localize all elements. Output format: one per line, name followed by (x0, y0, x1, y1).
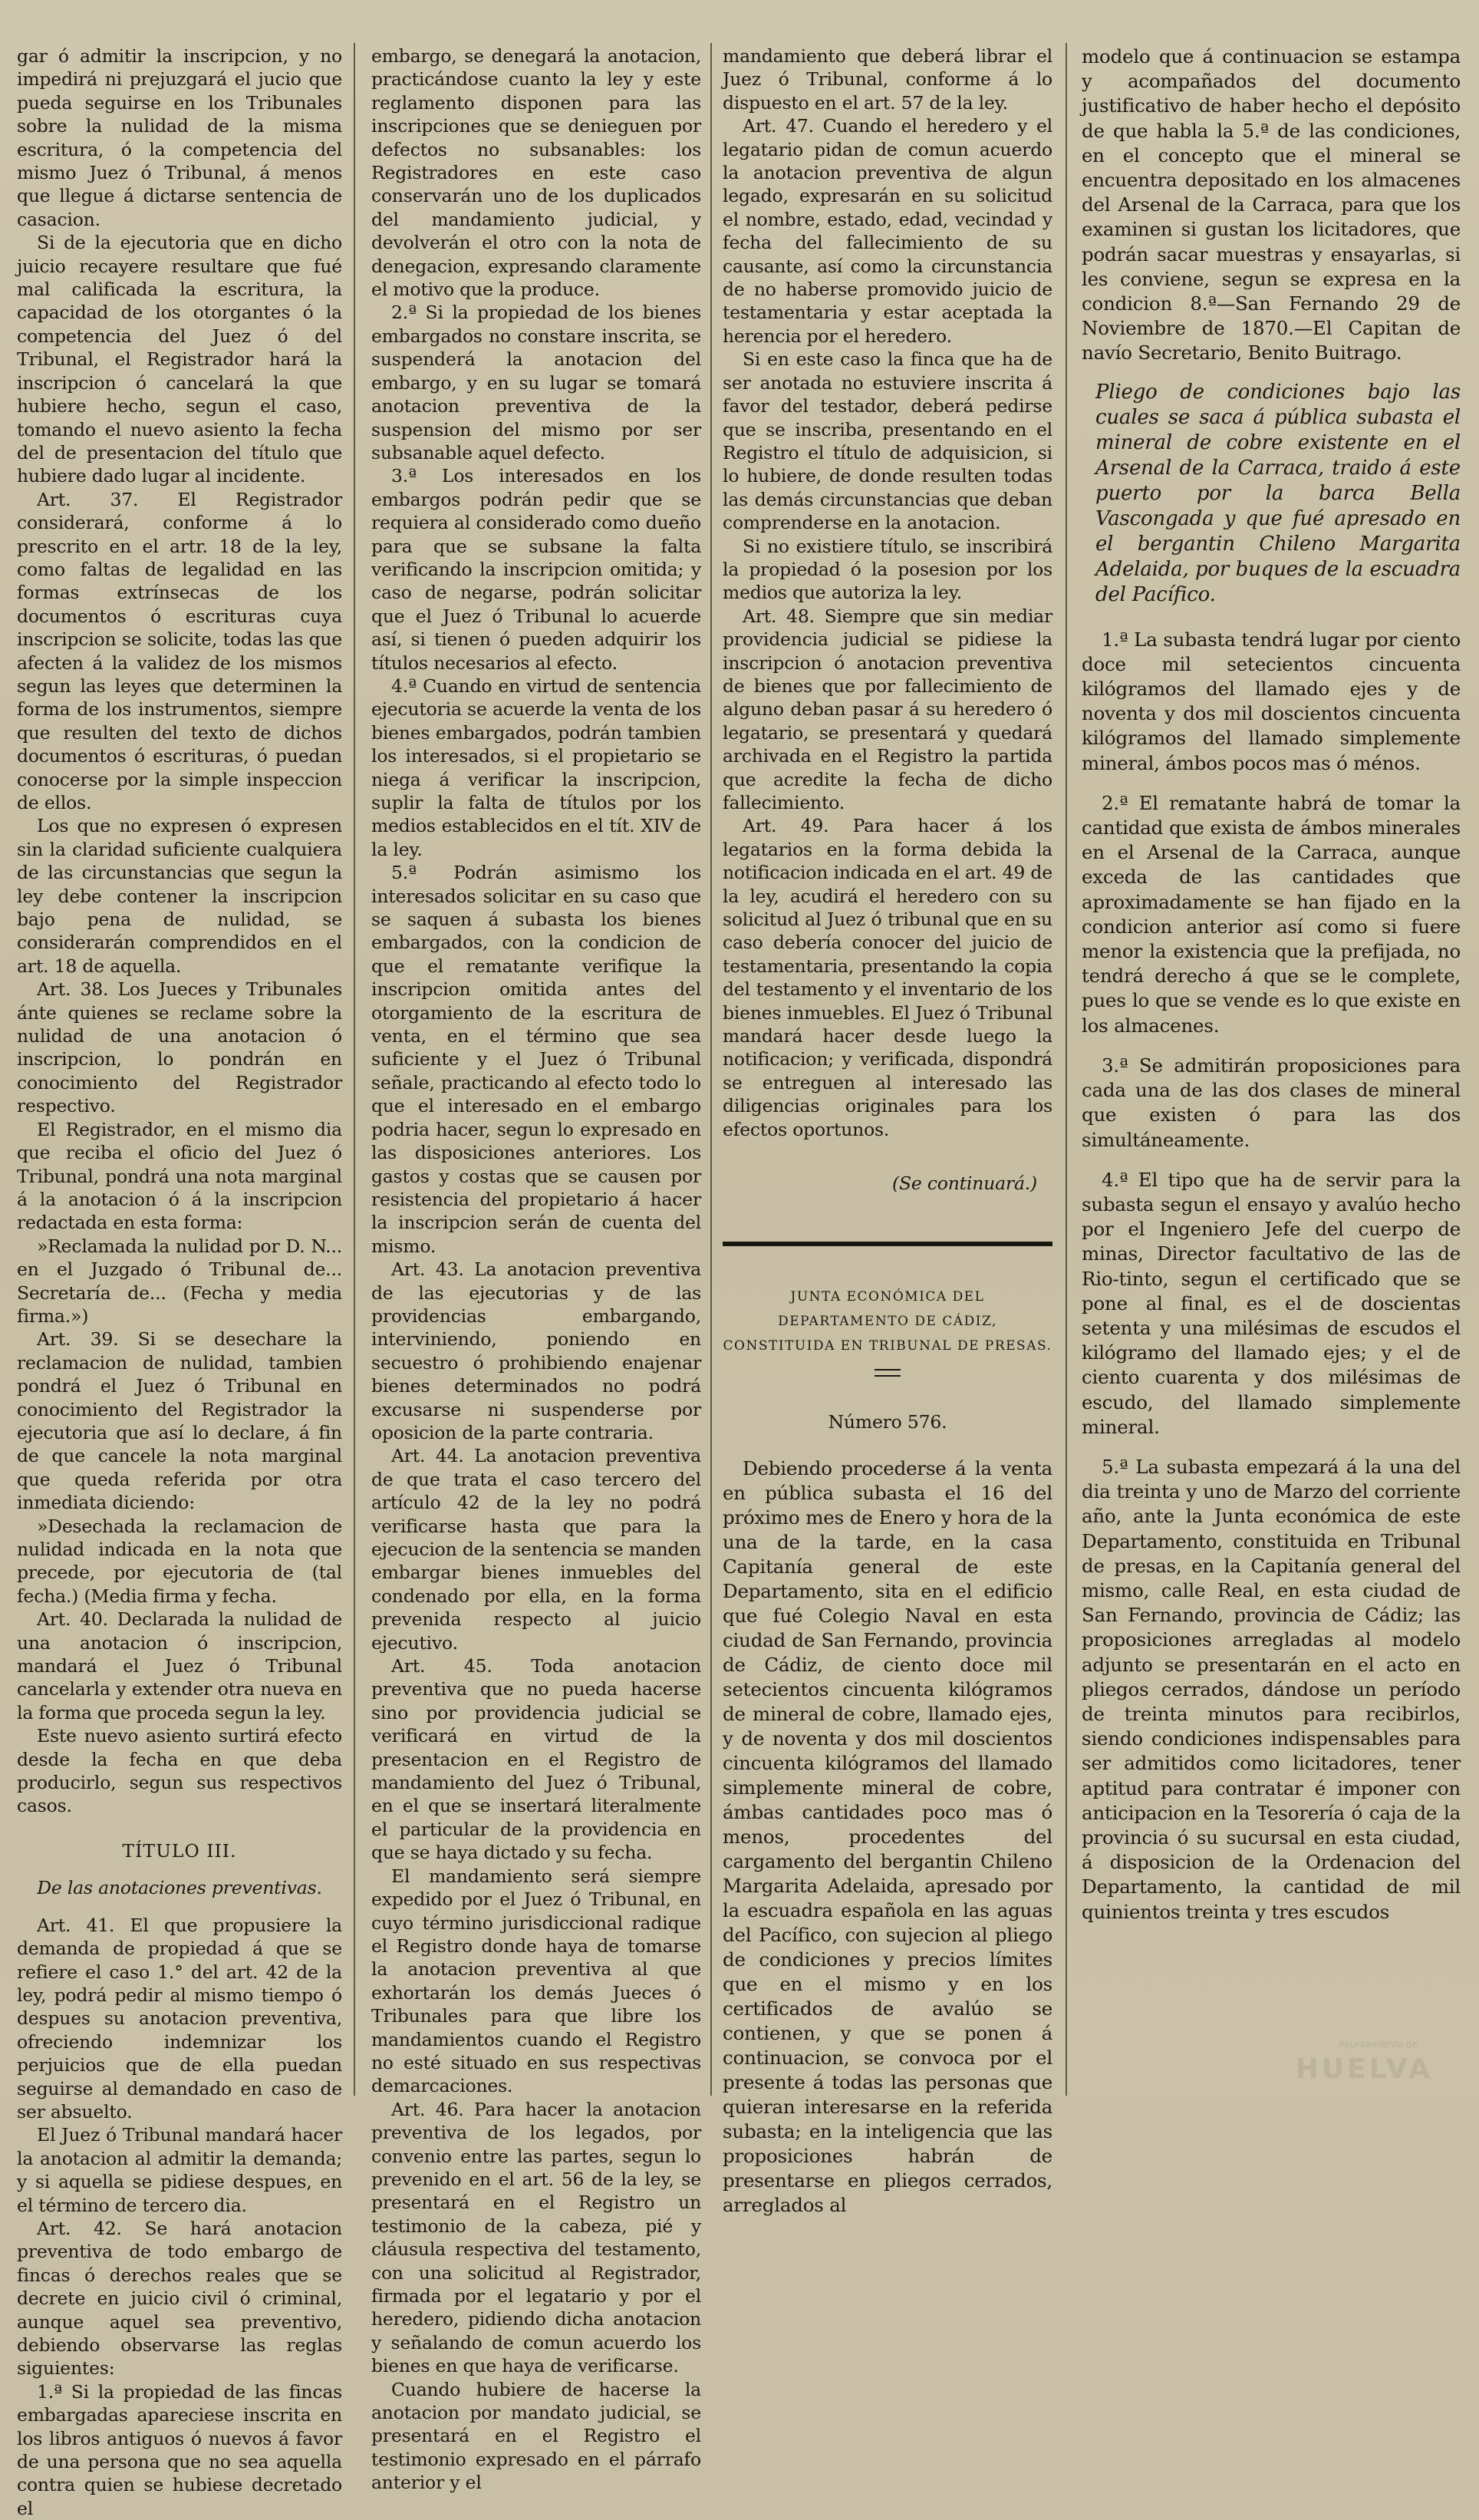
paragraph: Art. 38. Los Jueces y Tribunales ánte quienes se reclame sobre la nulidad de una anotacion ó inscripcion, lo pondrán en conocimiento del Registrador respectivo. (17, 978, 342, 1117)
paragraph: El Registrador, en el mismo dia que reciba el oficio del Juez ó Tribunal, pondrá una nota marginal á la anotacion ó á la inscripcion redactada en esta forma: (17, 1118, 342, 1234)
column-3 (723, 45, 1052, 2216)
column-1 (17, 45, 342, 2519)
paragraph: El mandamiento será siempre expedido por el Juez ó Tribunal, en cuyo término jurisdiccional radique el Registro donde haya de tomarse la anotacion preventiva al que exhortarán los demás Jueces ó Tribunales para que libre los mandamientos cuando el Registro no esté situado en sus respectivas demarcaciones. (371, 1865, 701, 2097)
paragraph: Cuando hubiere de hacerse la anotacion por mandato judicial, se presentará en el Registro el testimonio expresado en el párrafo anterior y el (371, 2378, 701, 2494)
condition-item: 2.ª El rematante habrá de tomar la cantidad que exista de ámbos minerales en el Arsenal de la Carraca, aunque exceda de las cantidades que aproximadamente se han fijado en la condicion anterior así como si fuere menor la existencia que la prefijada, no tendrá derecho á que se le complete, pues lo que se vende es lo que existe en los almacenes. (1082, 791, 1461, 1037)
paragraph: El Juez ó Tribunal mandará hacer la anotacion al admitir la demanda; y si aquella se pidiese despues, en el término de tercero dia. (17, 2124, 342, 2216)
paragraph: Art. 49. Para hacer á los legatarios en la forma debida la notificacion indicada en el art. 49 de la ley, acudirá el heredero con su solicitud al Juez ó tribunal que en su caso debería conocer del juicio de testamentaria, presentando la copia del testamento y el inventario de los bienes inmuebles. El Juez ó Tribunal mandará hacer desde luego la notificacion; y verificada, dispondrá se entreguen al interesado las diligencias originales para los efectos oportunos. (723, 815, 1052, 1140)
paragraph: gar ó admitir la inscripcion, y no impedirá ni prejuzgará el jucio que pueda seguirse en los Tribunales sobre la nulidad de la misma escritura, ó la competencia del mismo Juez ó Tribunal, á menos que llegue á dictarse sentencia de casacion. (17, 45, 342, 230)
paragraph: Art. 37. El Registrador considerará, conforme á lo prescrito en el artr. 18 de la ley, como faltas de legalidad en las formas extrínsecas de los documentos ó escrituras cuya inscripcion se solicite, todas las que afecten á la validez de los mismos segun las leyes que determinen la forma de los instrumentos, siempre que resulten del texto de dichos documentos ó escrituras, ó puedan conocerse por la simple inspeccion de ellos. (17, 488, 342, 813)
continued-note: (Se continuará.) (891, 1173, 1037, 1195)
paragraph: Si no existiere título, se inscribirá la propiedad ó la posesion por los medios que autoriza la ley. (723, 535, 1052, 604)
condition-item: 3.ª Se admitirán proposiciones para cada una de las dos clases de mineral que existen ó para las dos simultáneamente. (1082, 1054, 1461, 1151)
paragraph: Debiendo procederse á la venta en pública subasta el 16 del próximo mes de Enero y hora de la una de la tarde, en la casa Capitanía general de este Departamento, sita en el edificio que fué Colegio Naval en esta ciudad de San Fernando, provincia de Cádiz, de ciento doce mil setecientos cincuenta kilógramos de mineral de cobre, llamado ejes, y de noventa y dos mil doscientos cincuenta kilógramos del llamado simplemente mineral de cobre, ámbas cantidades poco mas ó menos, procedentes del cargamento del bergantin Chileno Margarita Adelaida, apresado por la escuadra española en las aguas del Pacífico, con sujecion al pliego de condiciones y precios límites que en el mismo y en los certificados de avalúo se contienen, y que se ponen á continuacion, se convoca por el presente á todas las personas que quieran interesarse en la referida subasta; en la inteligencia que las proposiciones habrán de presentarse en pliegos cerrados, arreglados al (723, 1456, 1052, 2216)
paragraph: 5.ª Podrán asimismo los interesados solicitar en su caso que se saquen á subasta los bienes embargados, con la condicion de que el rematante verifique la inscripcion omitida antes del otorgamiento de la escritura de venta, en el término que sea suficiente y el Juez ó Tribunal señale, practicando al efecto todo lo que el interesado en el embargo podria hacer, segun lo expresado en las disposiciones anteriores. Los gastos y costas que se causen por resistencia del propietario á hacer la inscripcion serán de cuenta del mismo. (371, 862, 701, 1257)
paragraph: Art. 43. La anotacion preventiva de las ejecutorias y de las providencias embargando, interviniendo, poniendo en secuestro ó prohibiendo enajenar bienes determinados no podrá excusarse ni suspenderse por oposicion de la parte contraria. (371, 1258, 701, 1443)
paragraph: 3.ª Los interesados en los embargos podrán pedir que se requiera al considerado como dueño para que se subsane la falta verificando la inscripcion omitida; y caso de negarse, podrán solicitar que el Juez ó Tribunal lo acuerde así, si tienen ó pueden adquirir los títulos necesarios al efecto. (371, 465, 701, 674)
paragraph: »Reclamada la nulidad por D. N... en el Juzgado ó Tribunal de... Secretaría de... (Fecha y media firma.») (17, 1235, 342, 1327)
notice-number: Número 576. (828, 1410, 947, 1433)
paragraph: »Desechada la reclamacion de nulidad indicada en la nota que precede, por ejecutoria de (tal fecha.) (Media firma y fecha. (17, 1515, 342, 1607)
paragraph: Art. 39. Si se desechare la reclamacion de nulidad, tambien pondrá el Juez ó Tribunal en conocimiento del Registrador la ejecutoria que así lo declare, á fin de que cancele la nota marginal que queda referida por otra inmediata diciendo: (17, 1328, 342, 1514)
paragraph: Art. 45. Toda anotacion preventiva que no pueda hacerse sino por providencia judicial se verificará en virtud de la presentacion en el Registro de mandamiento del Juez ó Tribunal, en el que se insertará literalmente el particular de la providencia en que se haya dictado y su fecha. (371, 1655, 701, 1864)
column-rule (1066, 43, 1067, 2096)
paragraph: Art. 41. El que propusiere la demanda de propiedad á que se refiere el caso 1.° del art. 42 de la ley, podrá pedir al mismo tiempo ó despues su anotacion preventiva, ofreciendo indemnizar los perjuicios que de ella puedan seguirse al demandado en caso de ser absuelto. (17, 1914, 342, 2123)
column-rule (710, 43, 712, 2096)
paragraph: Si en este caso la finca que ha de ser anotada no estuviere inscrita á favor del testador, deberá pedirse que se inscriba, presentando en el Registro el título de adquisicion, si lo hubiere, de donde resulten todas las demás circunstancias que deban comprenderse en la anotacion. (723, 348, 1052, 534)
paragraph: 2.ª Si la propiedad de los bienes embargados no constare inscrita, se suspenderá la anotacion del embargo, y en su lugar se tomará anotacion preventiva de la suspension del mismo por ser subsanable aquel defecto. (371, 302, 701, 463)
condition-item: 5.ª La subasta empezará á la una del dia treinta y uno de Marzo del corriente año, ante la Junta económica de este Departamento, constituida en Tribunal de presas, en la Capitanía general del mismo, calle Real, en esta ciudad de San Fernando, provincia de Cádiz; las proposiciones arregladas al modelo adjunto se presentarán en el acto en pliegos cerrados, dándose un período de treinta minutos para recibirlos, siendo condiciones indispensables para ser admitidos como licitadores, tener aptitud para contratar é imponer con anticipacion en la Tesorería ó caja de la provincia ó su sucursal en esta ciudad, á disposicion de la Ordenacion del Departamento, la cantidad de mil quinientos treinta y tres escudos (1082, 1455, 1461, 1923)
paragraph: Si de la ejecutoria que en dicho juicio recayere resultare que fué mal calificada la escritura, la capacidad de los otorgantes ó la competencia del Juez ó del Tribunal, el Registrador hará la inscripcion ó cancelará la que hubiere hecho, segun el caso, tomando el nuevo asiento la fecha del de presentacion del título que hubiere dado lugar al incidente. (17, 232, 342, 487)
paragraph: Art. 42. Se hará anotacion preventiva de todo embargo de fincas ó derechos reales que se decrete en juicio civil ó criminal, aunque aquel sea preventivo, debiendo observarse las reglas siguientes: (17, 2217, 342, 2380)
watermark: HUELVA (1295, 2053, 1433, 2085)
column-4 (1082, 45, 1461, 2088)
paragraph: Art. 40. Declarada la nulidad de una anotacion ó inscripcion, mandará el Juez ó Tribunal cancelarla y extender otra nueva en la forma que proceda segun la ley. (17, 1608, 342, 1723)
paragraph: Este nuevo asiento surtirá efecto desde la fecha en que deba producirlo, segun sus respectivos casos. (17, 1725, 342, 1817)
conditions-heading: Pliego de condiciones bajo las cuales se saca á pública subasta el mineral de cobre existente en el Arsenal de la Carraca, traido á este puerto por la barca Bella Vascongada y que fué apresado en el bergantin Chileno Margarita Adelaida, por buques de la escuadra del Pacífico. (1095, 380, 1461, 606)
column-rule (354, 43, 355, 2096)
section-title: TÍTULO III. (122, 1839, 237, 1862)
condition-item: 1.ª La subasta tendrá lugar por ciento doce mil setecientos cincuenta kilógramos del llamado ejes y de noventa y dos mil doscientos cincuenta kilógramos del llamado simplemente mineral, ámbos pocos mas ó ménos. (1082, 628, 1461, 774)
watermark-caption: Ayuntamiento de (1339, 2039, 1418, 2050)
condition-item: 4.ª El tipo que ha de servir para la subasta segun el ensayo y avalúo hecho por el Ingeniero Jefe del cuerpo de minas, Director facultativo de las de Rio-tinto, segun el certificado que se pone al final, es el de doscientas setenta y una milésimas de escudos el kilógramo del llamado ejes; y el de ciento cuarenta y dos milésimas de escudo, del llamado simplemente mineral. (1082, 1168, 1461, 1438)
paragraph: modelo que á continuacion se estampa y acompañados del documento justificativo de haber hecho el depósito de que habla la 5.ª de las condiciones, en el concepto que el mineral se encuentra depositado en los almacenes del Arsenal de la Carraca, para que los examinen si gustan los licitadores, que podrán sacar muestras y ensayarlas, si les conviene, segun se expresa en la condicion 8.ª—San Fernando 29 de Noviembre de 1870.—El Capitan de navío Secretario, Benito Buitrago. (1082, 45, 1461, 364)
paragraph: Los que no expresen ó expresen sin la claridad suficiente cualquiera de las circunstancias que segun la ley debe contener la inscripcion bajo pena de nulidad, se considerarán comprendidos en el art. 18 de aquella. (17, 815, 342, 977)
paragraph: Art. 48. Siempre que sin mediar providencia judicial se pidiese la inscripcion ó anotacion preventiva de bienes que por fallecimiento de alguno deban pasar á su heredero ó legatario, se presentará y quedará archivada en el Registro la partida que acredite la fecha de dicho fallecimiento. (723, 605, 1052, 813)
paragraph: 4.ª Cuando en virtud de sentencia ejecutoria se acuerde la venta de los bienes embargados, podrán tambien los interesados, si el propietario se niega á verificar la inscripcion, suplir la falta de títulos por los medios establecidos en el tít. XIV de la ley. (371, 675, 701, 860)
double-rule (875, 1369, 901, 1377)
notice-heading: JUNTA ECONÓMICA DEL DEPARTAMENTO DE CÁDIZ, CONSTITUIDA EN TRIBUNAL DE PRESAS. (723, 1288, 1052, 1354)
paragraph: embargo, se denegará la anotacion, practicándose cuanto la ley y este reglamento disponen para las inscripciones que se denieguen por defectos no subsanables: los Registradores en este caso conservarán uno de los duplicados del mandamiento judicial, y devolverán el otro con la nota de denegacion, expresando claramente el motivo que la produce. (371, 45, 701, 301)
paragraph: Art. 44. La anotacion preventiva de que trata el caso tercero del artículo 42 de la ley no podrá verificarse hasta que para la ejecucion de la sentencia se manden embargar bienes inmuebles del condenado por ella, en la forma prevenida respecto al juicio ejecutivo. (371, 1445, 701, 1654)
paragraph: mandamiento que deberá librar el Juez ó Tribunal, conforme á lo dispuesto en el art. 57 de la ley. (723, 45, 1052, 114)
section-subtitle: De las anotaciones preventivas. (37, 1877, 322, 1899)
section-divider (723, 1242, 1052, 1246)
paragraph: Art. 47. Cuando el heredero y el legatario pidan de comun acuerdo la anotacion preventiva de algun legado, expresarán en su solicitud el nombre, estado, edad, vecindad y fecha del fallecimiento de su causante, así como la circunstancia de no haberse promovido juicio de testamentaria y estar aceptada la herencia por el heredero. (723, 115, 1052, 347)
paragraph: Art. 46. Para hacer la anotacion preventiva de los legados, por convenio entre las partes, segun lo prevenido en el art. 56 de la ley, se presentará en el Registro un testimonio de la cabeza, pié y cláusula respectiva del testamento, con una solicitud al Registrador, firmada por el legatario y por el heredero, pidiendo dicha anotacion y señalando de comun acuerdo los bienes en que haya de verificarse. (371, 2098, 701, 2377)
paragraph: 1.ª Si la propiedad de las fincas embargadas apareciese inscrita en los libros antiguos ó nuevos á favor de una persona que no sea aquella contra quien se hubiese decretado el (17, 2380, 342, 2519)
column-2 (371, 45, 701, 2494)
